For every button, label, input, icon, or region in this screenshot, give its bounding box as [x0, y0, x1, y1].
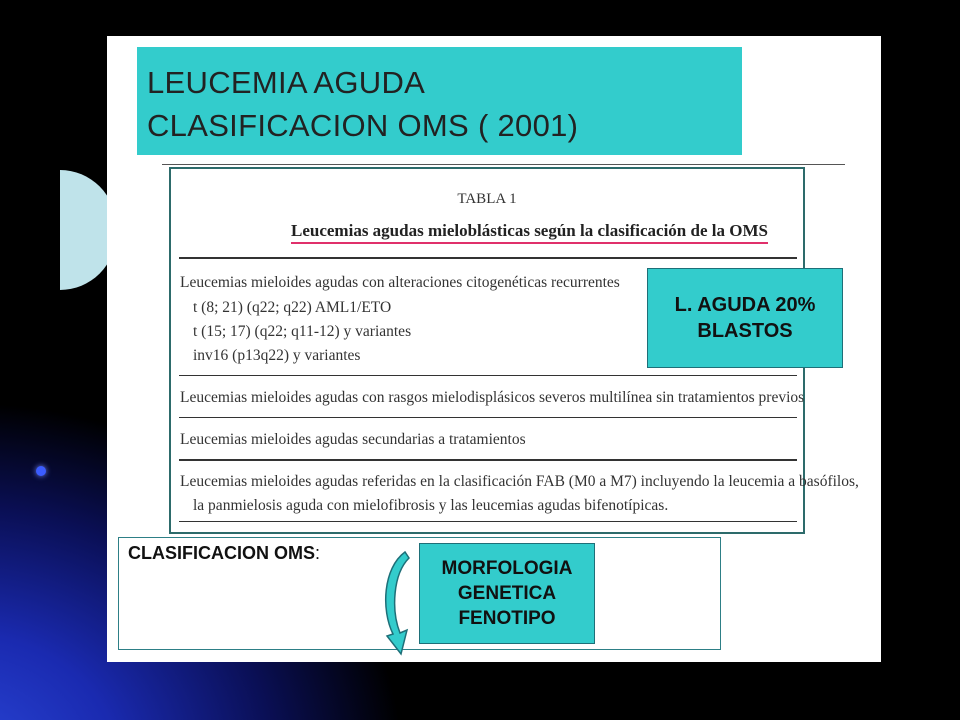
table-caption: TABLA 1 [457, 191, 517, 207]
callout-line-1: L. AGUDA 20% [674, 294, 816, 316]
slide-canvas [107, 36, 881, 662]
callout-line-2: BLASTOS [697, 320, 793, 342]
table-row-sub: t (15; 17) (q22; q11-12) y variantes [193, 323, 412, 340]
classification-label [128, 543, 320, 564]
table-row-sub: t (8; 21) (q22; q22) AML1/ETO [193, 299, 392, 316]
table-divider [179, 417, 797, 418]
curved-arrow-icon [377, 550, 411, 656]
table-heading: Leucemias agudas mieloblásticas según la clasificación de la OMS [291, 221, 768, 244]
table-divider [179, 375, 797, 376]
classification-colon: : [315, 543, 321, 563]
table-row: Leucemias mieloides agudas referidas en la clasificación FAB (M0 a M7) incluyendo la leucemia a basófilos, [180, 473, 859, 490]
table-row: Leucemias mieloides agudas secundarias a tratamientos [180, 431, 526, 448]
criteria-item: MORFOLOGIA [441, 558, 573, 579]
classification-label-text: CLASIFICACION OMS [128, 543, 315, 563]
criteria-box [419, 543, 595, 644]
top-rule [162, 164, 845, 165]
table-divider [179, 521, 797, 522]
criteria-item: GENETICA [457, 583, 557, 604]
table-row-sub: inv16 (p13q22) y variantes [193, 347, 361, 364]
table-row-continuation: la panmielosis aguda con mielofibrosis y las leucemias agudas bifenotípicas. [193, 497, 669, 514]
table-row: Leucemias mieloides agudas con rasgos mielodisplásicos severos multilínea sin tratamientos previos [180, 389, 805, 406]
background-dot [36, 466, 46, 476]
title-line-1: LEUCEMIA AGUDA [147, 65, 426, 100]
table-divider [179, 257, 797, 259]
blast-callout [647, 268, 843, 368]
title-box [137, 47, 742, 155]
title-line-2: CLASIFICACION OMS ( 2001) [147, 108, 579, 143]
criteria-item: FENOTIPO [458, 608, 556, 629]
table-divider [179, 459, 797, 461]
table-row: Leucemias mieloides agudas con alteraciones citogenéticas recurrentes [180, 274, 620, 291]
